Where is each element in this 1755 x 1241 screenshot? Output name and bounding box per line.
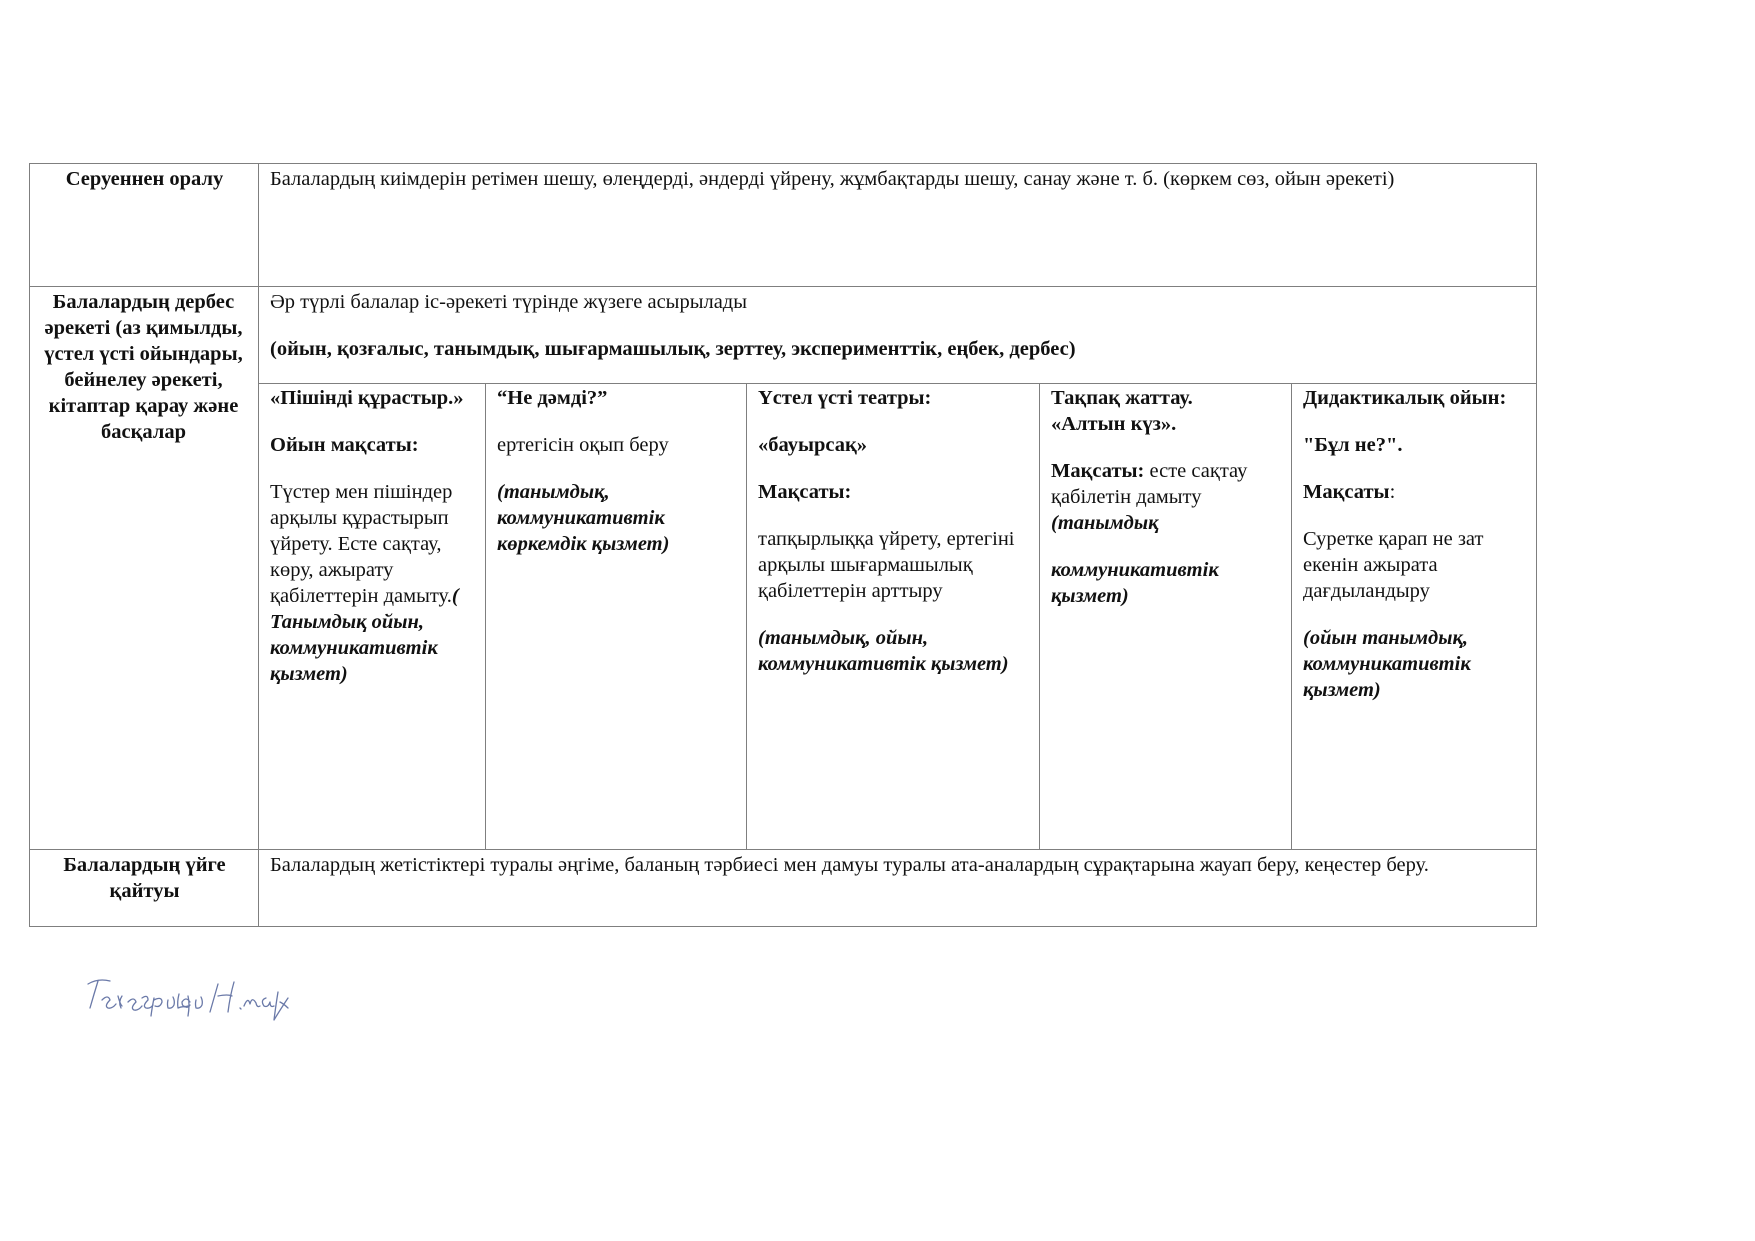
- row-divider-1: [29, 286, 1537, 287]
- column-3-activity: (танымдық, ойын, коммуникативтік қызмет): [758, 627, 1009, 675]
- going-home-label: Балалардың үйге қайтуы: [63, 854, 226, 902]
- activity-column-2: [497, 385, 727, 557]
- handwritten-signature: [84, 972, 294, 1029]
- independent-activity-label: Балалардың дербес әрекеті (аз қимылды, үстел үсті ойындары, бейнелеу әрекеті, кітаптар қарау және басқалар: [44, 291, 243, 443]
- activity-column-3: [758, 385, 1028, 677]
- signature-ink: [84, 972, 294, 1024]
- column-2-body: ертегісін оқып беру: [497, 434, 669, 456]
- return-walk-text: Балалардың киімдерін ретімен шешу, өлеңдерді, әндерді үйрену, жұмбақтарды шешу, санау және т. б. (көркем сөз, ойын әрекеті): [270, 168, 1395, 190]
- column-3-subtitle: «бауырсақ»: [758, 434, 868, 456]
- column-3-title: Үстел үсті театры:: [758, 387, 932, 409]
- column-4-activity-2: коммуникативтік қызмет): [1051, 559, 1219, 607]
- table-border-bottom: [29, 926, 1537, 927]
- label-column-divider: [258, 163, 259, 927]
- column-4-goal-text: есте сақтау қабілетін дамыту: [1051, 460, 1248, 508]
- table-border-top: [29, 163, 1537, 164]
- column-5-goal: [1303, 479, 1528, 505]
- activity-column-1: [270, 385, 480, 687]
- column-divider-4: [1291, 383, 1292, 850]
- column-4-goal-label: Мақсаты:: [1051, 460, 1145, 482]
- column-2-title: “Не дәмді?”: [497, 387, 608, 409]
- column-1-activity: ( Танымдық ойын, коммуникативтік қызмет): [270, 585, 459, 685]
- column-4-title: Тақпақ жаттау. «Алтын күз».: [1051, 387, 1193, 435]
- column-5-body: Суретке қарап не зат екенін ажырата дағдыландыру: [1303, 528, 1484, 602]
- column-1-goal-label: Ойын мақсаты:: [270, 434, 419, 456]
- column-3-body: тапқырлыққа үйрету, ертегіні арқылы шығармашылық қабілеттерін арттыру: [758, 528, 1015, 602]
- column-5-title: Дидактикалық ойын:: [1303, 387, 1507, 409]
- column-divider-1: [485, 383, 486, 850]
- return-walk-label: Серуеннен оралу: [65, 168, 224, 190]
- subrow-divider: [258, 383, 1537, 384]
- column-5-goal-label: Мақсаты: [1303, 481, 1390, 503]
- table-border-left: [29, 163, 30, 927]
- table-border-right: [1536, 163, 1537, 927]
- column-4-activity-1: (танымдық: [1051, 512, 1159, 534]
- column-4-goal: [1051, 458, 1271, 510]
- column-5-subtitle: "Бұл не?".: [1303, 434, 1403, 456]
- column-1-body-text: Түстер мен пішіндер арқылы құрастырып үйрету. Есте сақтау, көру, ажырату қабілеттерін дамыту.: [270, 481, 453, 607]
- column-divider-3: [1039, 383, 1040, 850]
- activity-column-4: [1051, 385, 1271, 609]
- row-divider-2: [29, 849, 1537, 850]
- column-1-body: [270, 479, 480, 687]
- column-divider-2: [746, 383, 747, 850]
- column-1-title: «Пішінді құрастыр.»: [270, 387, 464, 409]
- going-home-text: Балалардың жетістіктері туралы әңгіме, баланың тәрбиесі мен дамуы туралы ата-аналардың сұрақтарына жауап беру, кеңестер беру.: [270, 854, 1429, 876]
- column-2-activity: (танымдық, коммуникативтік көркемдік қызмет): [497, 481, 670, 555]
- activity-column-5: [1303, 385, 1528, 703]
- column-5-goal-colon: :: [1389, 481, 1396, 503]
- independent-activity-types: (ойын, қозғалыс, танымдық, шығармашылық, зерттеу, эксперименттік, еңбек, дербес): [270, 338, 1076, 360]
- independent-activity-intro: Әр түрлі балалар іс-әрекеті түрінде жүзеге асырылады: [270, 291, 748, 313]
- column-5-activity: (ойын танымдық, коммуникативтік қызмет): [1303, 627, 1471, 701]
- column-3-goal-label: Мақсаты:: [758, 481, 852, 503]
